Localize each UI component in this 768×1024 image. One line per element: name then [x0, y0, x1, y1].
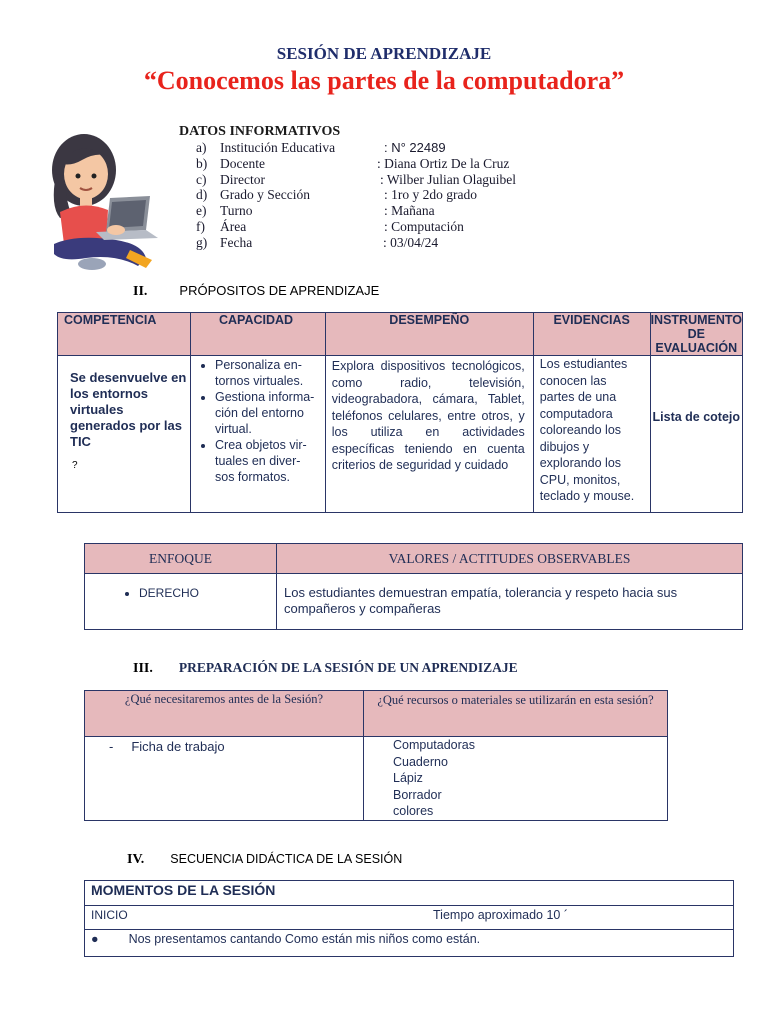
row-value: : Mañana [384, 203, 435, 219]
row-value: : 03/04/24 [383, 234, 439, 250]
datos-row [196, 172, 616, 188]
section-2-heading [133, 282, 379, 300]
datos-heading: DATOS INFORMATIVOS [179, 124, 341, 139]
recurso-item: Computadoras [393, 738, 475, 752]
datos-row [196, 156, 616, 172]
section-number: II. [133, 284, 148, 299]
bullet-icon: ● [91, 932, 99, 946]
section-4-heading [127, 850, 402, 868]
preparation-table [84, 690, 668, 821]
datos-row [196, 140, 616, 156]
recurso-item: colores [393, 804, 434, 818]
row-letter: f) [196, 219, 205, 234]
col-header: CAPACIDAD [191, 313, 326, 356]
row-label: Institución Educativa [220, 140, 336, 155]
section-title: SECUENCIA DIDÁCTICA DE LA SESIÓN [170, 852, 403, 866]
evidencias-cell: Los estudiantes conocen las partes de una computadora coloreando los dibujos y explorando los CPU, monitos, teclado y mouse. [533, 356, 650, 513]
row-letter: e) [196, 203, 207, 219]
tiempo-cell: Tiempo aproximado 10 ´ [425, 906, 734, 930]
capacidad-item: • Gestiona informa-ción del entorno virtual. [215, 389, 319, 437]
capacidad-cell [191, 356, 326, 513]
row-label: Fecha [220, 234, 253, 250]
row-value: : Diana Ortiz De la Cruz [377, 155, 510, 171]
inicio-cell: INICIO [85, 906, 426, 930]
antes-cell: - Ficha de trabajo [85, 737, 364, 821]
datos-row [196, 187, 616, 203]
row-letter: b) [196, 155, 208, 171]
datos-row [196, 203, 616, 219]
section-title: PREPARACIÓN DE LA SESIÓN DE UN APRENDIZAJE [178, 660, 518, 675]
col-header: EVIDENCIAS [533, 313, 650, 356]
row-letter: c) [196, 171, 207, 187]
instrumento-cell: Lista de cotejo [650, 356, 742, 513]
row-label: Área [220, 219, 247, 234]
section-number: IV. [127, 852, 145, 867]
section-number: III. [133, 661, 153, 676]
inicio-item: ● Nos presentamos cantando Como están mis niños como están. [85, 930, 734, 957]
desempeno-cell: Explora dispositivos tecnológicos, como radio, televisión, videograbadora, cámara, Tablet, teléfonos celulares, entre otros, y los utiliza en actividades específicas teniendo en cuenta criterios de seguridad y cuidado [325, 356, 533, 513]
capacidad-item: • Crea objetos vir-tuales en diver-sos formatos. [215, 437, 319, 485]
valores-cell: Los estudiantes demuestran empatía, tolerancia y respeto hacia sus compañeros y compañeras [277, 574, 743, 630]
competencia-cell: Se desenvuelve en los entornos virtuales generados por las TIC ? [58, 356, 191, 513]
enfoque-table [84, 543, 743, 630]
datos-row [196, 235, 616, 251]
girl-laptop-illustration [46, 126, 164, 272]
row-letter: g) [196, 234, 208, 250]
section-title: PRÓPOSITOS DE APRENDIZAJE [179, 283, 380, 298]
row-value: : N° 22489 [384, 140, 446, 155]
capacidad-item: • Personaliza en-tornos virtuales. [215, 357, 319, 389]
col-header: ENFOQUE [85, 544, 277, 574]
row-value: : Wilber Julian Olaguibel [380, 171, 517, 187]
col-header: DESEMPEÑO [325, 313, 533, 356]
recurso-item: Cuaderno [393, 754, 448, 769]
session-heading: SESIÓN DE APRENDIZAJE [276, 44, 492, 63]
row-label: Docente [220, 155, 265, 171]
col-header: VALORES / ACTITUDES OBSERVABLES [277, 544, 743, 574]
momentos-header: MOMENTOS DE LA SESIÓN [85, 881, 734, 906]
col-header: INSTRUMENTO DE EVALUACIÓN [650, 313, 742, 355]
purpose-table [57, 312, 743, 513]
recurso-item: Borrador [393, 787, 442, 802]
row-letter: a) [196, 140, 207, 155]
dash-mark: - [109, 739, 114, 754]
datos-row [196, 219, 616, 235]
section-3-heading [133, 659, 518, 677]
col-header: ¿Qué recursos o materiales se utilizarán en esta sesión? [364, 691, 668, 737]
row-value: : 1ro y 2do grado [384, 187, 477, 203]
enfoque-cell: • DERECHO [85, 574, 277, 630]
row-label: Director [220, 171, 265, 187]
row-label: Grado y Sección [220, 187, 310, 203]
row-value: : Computación [384, 219, 464, 234]
momentos-table [84, 880, 734, 957]
row-label: Turno [220, 203, 253, 219]
recursos-cell [364, 737, 668, 821]
row-letter: d) [196, 187, 208, 203]
col-header: COMPETENCIA [58, 313, 191, 356]
recurso-item: Lápiz [393, 771, 423, 785]
session-title: “Conocemos las partes de la computadora” [143, 66, 625, 95]
col-header: ¿Qué necesitaremos antes de la Sesión? [85, 691, 364, 737]
